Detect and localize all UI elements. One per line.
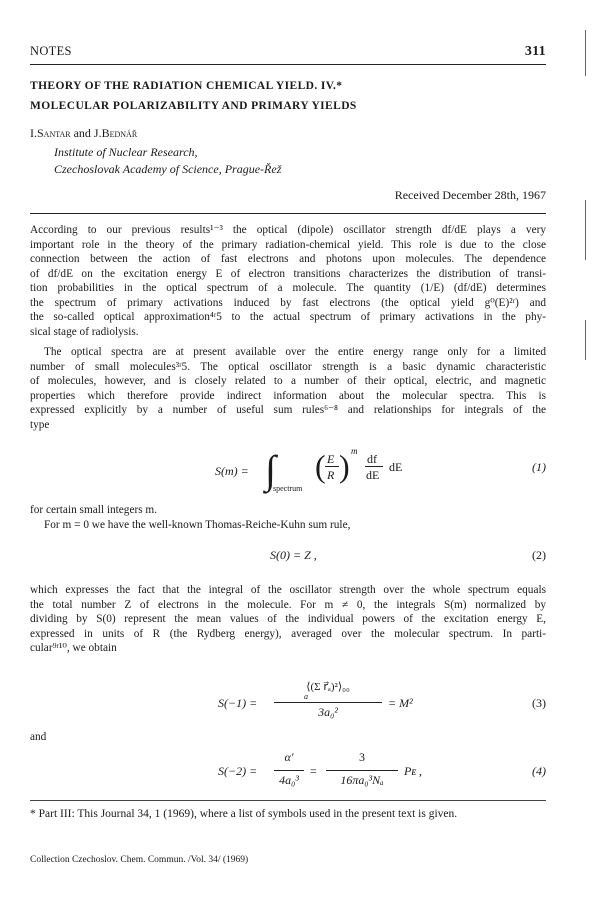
eq1-dE-tail: dE [389,460,403,474]
eq4-lhs: S(−2) = [218,764,258,778]
authors [30,126,137,141]
right-paren: ) [339,448,350,484]
scan-edge-line [585,320,586,360]
eq3-denominator: 3a₀² [318,705,338,719]
equation-number: (2) [532,548,546,562]
text-line: For m = 0 we have the well-known Thomas-Reiche-Kuhn sum rule, [44,519,351,531]
fraction-bar [325,466,339,467]
eq1-df: df [367,452,377,466]
equation-4 [30,750,546,794]
eq4-rhs: Pᴇ , [404,764,423,778]
text-line: dividing by S(0) represent the mean values of the individual powers of the excitation energy E, [30,613,546,625]
eq3-numerator: ⟨(Σ r⃗ₐ)²⟩₀₀ [306,681,350,693]
equation-1 [30,446,546,500]
page-number: 311 [524,44,546,59]
paragraph-2 [30,345,546,432]
fraction-bar [274,770,304,771]
scan-edge-line [585,200,586,260]
authors-and: and [73,126,91,140]
paragraph-5 [30,583,546,656]
paragraph-4 [30,518,546,533]
author-2: J.Bednář [93,126,138,140]
eq1-power: m [351,446,358,456]
text-line: number of small molecules³ʳ5. The optical oscillator strength is a basic dynamic characteristic [30,360,546,373]
left-paren: ( [315,448,326,484]
received-date: Received December 28th, 1967 [394,188,546,202]
text-line: expressed in units of R (the Rydberg energy), averaged over the molecular spectrum. In parti- [30,627,546,640]
text-line: sical stage of radiolysis. [30,325,139,338]
text-line: the spectrum of primary activations induced by fast electrons (the optical yield g⁰(E)²ʳ) and [30,296,546,309]
eq4-den2: 16πa₀³Nₐ [340,773,384,787]
eq4-num1: α′ [284,750,294,764]
footnote-rule [30,800,546,801]
text-line: and [30,731,47,743]
eq1-integral-limit: spectrum [273,484,303,493]
eq1-dE-den: dE [366,468,380,482]
scan-edge-line [585,30,586,76]
and-line [30,730,546,745]
equation-number: (3) [532,696,546,710]
fraction-bar [365,466,383,467]
equation-number: (1) [532,460,546,474]
text-line: tion probabilities in the optical spectrum of a molecule. The quantity (1/E) (df/dE) determines [30,282,546,294]
fraction-bar [326,770,398,771]
eq1-E: E [327,452,335,466]
institution-line-2: Czechoslovak Academy of Science, Prague-Řež [54,162,282,176]
author-1: I.Santar [30,126,71,140]
text-line: the total number Z of electrons in the molecule. For m ≠ 0, the integrals S(m) normalized by [30,598,546,611]
article-title-line-1: THEORY OF THE RADIATION CHEMICAL YIELD. IV.* [30,80,343,92]
text-line: cular⁹ʳ¹⁰, we obtain [30,642,117,654]
text-line: The optical spectra are at present available over the entire energy range only for a limited [44,346,546,358]
eq1-lhs: S(m) = [215,464,249,478]
fraction-bar [274,702,382,703]
eq4-den1: 4a₀³ [279,773,299,787]
eq1-R: R [327,468,335,482]
text-line: of molecules, however, and is closely related to a number of their optical, electric, and magnetic [30,375,546,387]
eq3-sum-index: a [304,692,308,701]
running-header [30,44,546,60]
text-line: expressed explicitly by a number of useful sum rules⁶⁻⁸ and relationships for integrals of the [30,404,546,416]
header-rule [30,64,546,65]
section-label: NOTES [30,44,72,58]
footnote: * Part III: This Journal 34, 1 (1969), where a list of symbols used in the present text is given. [30,808,458,820]
equation-2 [30,548,546,566]
integral-sign: ∫ [265,447,276,492]
eq3-rhs: = M² [388,696,413,710]
paragraph-1 [30,223,546,339]
journal-footer: Collection Czechoslov. Chem. Commun. /Vol. 34/ (1969) [30,855,249,865]
text-line: properties which therefore provide indirect information about the molecular spectra. This is [30,389,546,402]
article-title-line-2: MOLECULAR POLARIZABILITY AND PRIMARY YIELDS [30,100,357,112]
equation-3 [30,680,546,730]
eq2-body: S(0) = Z , [270,548,317,562]
eq4-num2: 3 [359,750,365,764]
section-rule [30,213,546,214]
eq4-equals: = [310,764,317,778]
eq3-lhs: S(−1) = [218,696,258,710]
equation-number: (4) [532,764,546,778]
text-line: of df/dE on the excitation energy E of electron transitions characterizes the distribution of transi- [30,267,546,280]
text-line: connection between the action of fast electrons and photons upon molecules. The dependence [30,253,546,265]
text-line: important role in the theory of the primary radiation-chemical yield. This role is due to the close [30,238,546,251]
text-line: According to our previous results¹⁻³ the optical (dipole) oscillator strength df/dE plays a very [30,224,546,236]
institution-line-1: Institute of Nuclear Research, [54,145,198,159]
text-line: type [30,418,50,431]
text-line: for certain small integers m. [30,504,158,516]
paragraph-3 [30,503,546,518]
text-line: the so-called optical approximation⁴ʳ5 to the actual spectrum of primary activations in the phy- [30,311,546,323]
text-line: which expresses the fact that the integral of the oscillator strength over the whole spectrum equals [30,584,546,596]
